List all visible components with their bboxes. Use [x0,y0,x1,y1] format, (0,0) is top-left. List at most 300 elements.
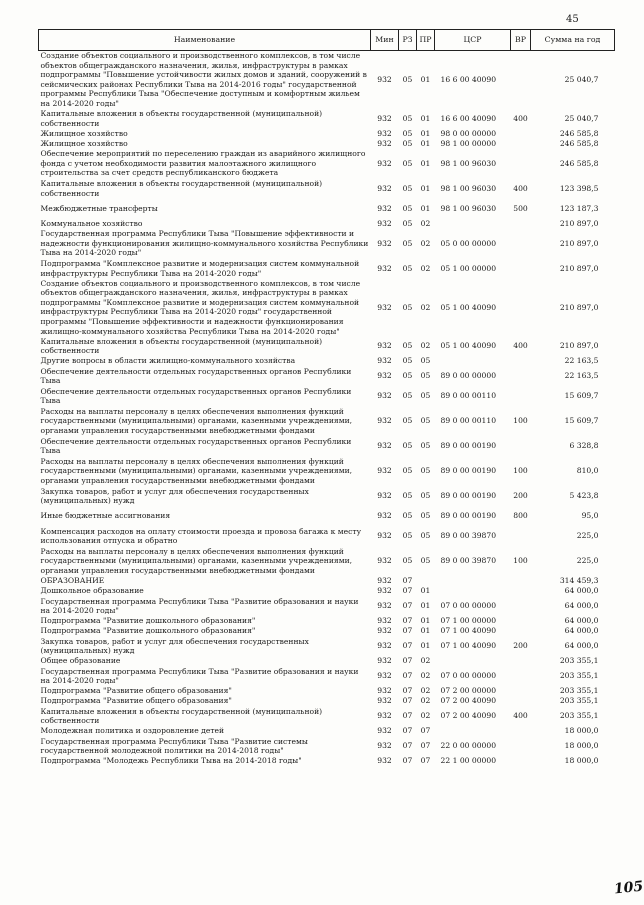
cell-name: Жилищное хозяйство [40,138,128,148]
cell-sum: 225,0 [576,556,599,566]
page-number: 45 [566,14,579,25]
cell-rz: 05 [402,491,413,501]
cell-vr: 200 [513,491,528,501]
cell-name: Обеспечение мероприятий по переселению граждан из аварийного жилищного фонда с учетом необходимости развития малоэтажного жилищного строительства за счет средств республиканского бюджета [40,149,366,178]
cell-rz: 07 [402,741,413,751]
table-row [39,139,615,149]
cell-name: Закупка товаров, работ и услуг для обеспечения государственных (муниципальных) нужд [40,636,309,656]
cell-min: 932 [377,531,392,541]
table-row [39,506,615,526]
cell-csr [435,726,511,736]
cell-rz: 07 [402,626,413,636]
cell-min: 932 [377,416,392,426]
cell-name: Межбюджетные трансферты [40,203,158,213]
cell-pr: 01 [420,183,431,193]
cell-rz: 05 [402,74,413,84]
header-name: Наименование [39,30,371,51]
cell-name: Капитальные вложения в объекты государственной (муниципальной) собственности [40,178,323,198]
cell-rz: 07 [402,601,413,611]
cell-csr: 89 0 00 00190 [440,491,497,501]
header-row [39,30,615,51]
cell-pr: 02 [420,686,431,696]
cell-min: 932 [377,238,392,248]
table-row [39,656,615,666]
cell-rz: 07 [402,576,413,586]
cell-name: Коммунальное хозяйство [40,218,143,228]
cell-pr: 02 [420,341,431,351]
cell-sum: 123 398,5 [559,183,599,193]
table-row [39,586,615,596]
cell-pr: 01 [420,74,431,84]
cell-pr: 01 [420,626,431,636]
cell-csr: 07 2 00 40090 [440,696,497,706]
table-row [39,219,615,229]
table-row [39,686,615,696]
header-csr: ЦСР [435,30,511,51]
cell-sum: 210 897,0 [559,341,599,351]
table-row [39,436,615,456]
cell-sum: 25 040,7 [564,113,599,123]
cell-sum: 64 000,0 [564,641,599,651]
cell-name: Иные бюджетные ассигнования [40,511,171,521]
cell-csr: 89 0 00 00190 [440,441,497,451]
cell-rz: 05 [402,138,413,148]
cell-min: 932 [377,711,392,721]
cell-pr: 02 [420,218,431,228]
cell-csr: 05 1 00 40090 [440,341,497,351]
cell-name: Подпрограмма "Развитие дошкольного образования" [40,626,256,636]
cell-csr: 07 1 00 40090 [440,641,497,651]
cell-sum: 6 328,8 [569,441,599,451]
cell-sum: 25 040,7 [564,74,599,84]
table-row [39,386,615,406]
cell-min: 932 [377,466,392,476]
cell-pr: 05 [420,371,431,381]
cell-vr [511,656,531,666]
header-vr: ВР [511,30,531,51]
cell-csr: 16 6 00 40090 [440,74,497,84]
cell-csr: 89 0 00 00000 [440,371,497,381]
cell-rz: 05 [402,218,413,228]
cell-min: 932 [377,741,392,751]
table-row [39,129,615,139]
header-min: Мин [371,30,399,51]
cell-vr [511,51,531,109]
cell-csr: 89 0 00 00110 [440,391,497,401]
header-rz: РЗ [399,30,417,51]
cell-vr [511,576,531,586]
cell-sum: 22 163,5 [564,356,599,366]
cell-min: 932 [377,696,392,706]
cell-rz: 07 [402,696,413,706]
table-row [39,356,615,366]
cell-min: 932 [377,671,392,681]
cell-sum: 64 000,0 [564,601,599,611]
cell-vr: 100 [513,466,528,476]
table-row [39,179,615,199]
cell-name: ОБРАЗОВАНИЕ [40,576,105,586]
cell-min: 932 [377,576,392,586]
cell-name: Капитальные вложения в объекты государственной (муниципальной) собственности [40,336,323,356]
table-row [39,486,615,506]
header-pr: ПР [417,30,435,51]
cell-min: 932 [377,128,392,138]
cell-csr: 98 1 00 00000 [440,138,497,148]
cell-pr: 02 [420,671,431,681]
cell-sum: 210 897,0 [559,238,599,248]
cell-sum: 18 000,0 [564,726,599,736]
cell-name: Жилищное хозяйство [40,128,128,138]
cell-vr: 100 [513,556,528,566]
table-row [39,576,615,586]
table-row [39,109,615,129]
cell-pr: 02 [420,302,431,312]
cell-pr: 01 [420,158,431,168]
cell-sum: 810,0 [576,466,599,476]
table-row [39,366,615,386]
cell-csr: 07 2 00 40090 [440,711,497,721]
cell-pr: 01 [420,641,431,651]
cell-min: 932 [377,626,392,636]
table-row [39,336,615,356]
table-row [39,596,615,616]
cell-pr: 02 [420,238,431,248]
table-row [39,756,615,766]
cell-vr [511,386,531,406]
cell-name: Молодежная политика и оздоровление детей [40,726,225,736]
cell-vr [511,526,531,546]
cell-name: Обеспечение деятельности отдельных государственных органов Республики Тыва [40,436,352,456]
cell-min: 932 [377,656,392,666]
cell-rz: 05 [402,356,413,366]
cell-vr [511,686,531,696]
cell-rz: 07 [402,616,413,626]
cell-min: 932 [377,641,392,651]
cell-csr: 07 1 00 40090 [440,626,497,636]
cell-vr [511,366,531,386]
cell-vr [511,149,531,179]
cell-pr: 01 [420,586,431,596]
cell-sum: 64 000,0 [564,626,599,636]
cell-sum: 225,0 [576,531,599,541]
cell-csr [435,656,511,666]
cell-pr: 02 [420,696,431,706]
cell-csr: 89 0 00 39870 [440,531,497,541]
cell-rz: 05 [402,203,413,213]
table-row [39,636,615,656]
cell-sum: 203 355,1 [559,686,599,696]
cell-name: Государственная программа Республики Тыва "Развитие образования и науки на 2014-2020 годы" [40,596,359,616]
cell-sum: 246 585,8 [559,138,599,148]
cell-vr [511,129,531,139]
cell-csr [435,576,511,586]
cell-pr [417,576,435,586]
cell-vr: 500 [513,203,528,213]
cell-vr: 200 [513,641,528,651]
table-row [39,546,615,576]
table-row [39,666,615,686]
budget-table [38,29,615,766]
table-row [39,51,615,109]
cell-rz: 05 [402,113,413,123]
cell-name: Подпрограмма "Молодежь Республики Тыва на 2014-2018 годы" [40,756,302,766]
cell-vr [511,596,531,616]
cell-sum: 203 355,1 [559,711,599,721]
table-row [39,279,615,337]
table-row [39,696,615,706]
cell-vr [511,736,531,756]
cell-min: 932 [377,218,392,228]
cell-sum: 314 459,3 [559,576,599,586]
cell-sum: 210 897,0 [559,263,599,273]
cell-name: Обеспечение деятельности отдельных государственных органов Республики Тыва [40,366,352,386]
table-body [39,51,615,767]
cell-name: Капитальные вложения в объекты государственной (муниципальной) собственности [40,706,323,726]
cell-pr: 02 [420,656,431,666]
cell-min: 932 [377,756,392,766]
cell-min: 932 [377,74,392,84]
cell-csr: 89 0 00 39870 [440,556,497,566]
cell-rz: 07 [402,586,413,596]
cell-pr: 05 [420,416,431,426]
table-row [39,726,615,736]
cell-name: Подпрограмма "Развитие общего образования" [40,686,232,696]
cell-rz: 05 [402,183,413,193]
cell-name: Другие вопросы в области жилищно-коммунального хозяйства [40,356,296,366]
cell-name: Подпрограмма "Развитие общего образования" [40,696,232,706]
cell-sum: 95,0 [581,511,599,521]
cell-pr: 01 [420,616,431,626]
cell-rz: 05 [402,441,413,451]
header-sum: Сумма на год [531,30,615,51]
cell-rz: 05 [402,341,413,351]
cell-pr: 02 [420,711,431,721]
cell-csr: 89 0 00 00110 [440,416,497,426]
cell-csr: 05 1 00 40090 [440,302,497,312]
cell-pr: 07 [420,726,431,736]
cell-min: 932 [377,113,392,123]
cell-rz: 05 [402,416,413,426]
cell-vr: 100 [513,416,528,426]
cell-rz: 05 [402,511,413,521]
cell-rz: 05 [402,302,413,312]
cell-csr: 05 1 00 00000 [440,263,497,273]
cell-min: 932 [377,391,392,401]
cell-sum: 203 355,1 [559,696,599,706]
cell-csr: 89 0 00 00190 [440,511,497,521]
cell-sum: 18 000,0 [564,741,599,751]
cell-pr: 02 [420,263,431,273]
cell-min: 932 [377,341,392,351]
cell-sum: 203 355,1 [559,656,599,666]
cell-vr [511,626,531,636]
cell-min: 932 [377,686,392,696]
cell-name: Расходы на выплаты персоналу в целях обеспечения выполнения функций государственными (муниципальными) органами, казенными учреждениями, органами управления государственными внебюджетными фондами [40,546,353,575]
cell-vr [511,666,531,686]
cell-name: Закупка товаров, работ и услуг для обеспечения государственных (муниципальных) нужд [40,486,309,506]
cell-sum: 5 423,8 [569,491,599,501]
cell-name: Общее образование [40,656,121,666]
cell-rz: 07 [402,726,413,736]
cell-name: Обеспечение деятельности отдельных государственных органов Республики Тыва [40,386,352,406]
cell-sum: 210 897,0 [559,302,599,312]
cell-name: Дошкольное образование [40,586,144,596]
cell-pr: 01 [420,128,431,138]
cell-vr: 400 [513,113,528,123]
cell-name: Создание объектов социального и производственного комплексов, в том числе объектов общегражданского назначения, жилья, инфраструктуры в рамках подпрограммы "Комплексное развитие и модернизация систем коммунальной инфраструктуры Республики Тыва на 2014-2020 годы" государственной программы "Повышение эффективности и надежности функционирования жилищно-коммунального хозяйства Республики Тыва на 2014-2020 годы" [40,278,361,336]
cell-name: Государственная программа Республики Тыва "Повышение эффективности и надежности функционирования жилищно-коммунального хозяйства Республики Тыва на 2014-2020 годы" [40,229,369,258]
cell-min: 932 [377,726,392,736]
cell-sum: 18 000,0 [564,756,599,766]
cell-vr [511,696,531,706]
cell-rz: 05 [402,391,413,401]
cell-sum: 15 609,7 [564,391,599,401]
cell-pr: 01 [420,138,431,148]
cell-pr: 07 [420,756,431,766]
cell-vr [511,586,531,596]
cell-csr [435,356,511,366]
cell-min: 932 [377,441,392,451]
cell-pr: 05 [420,466,431,476]
cell-min: 932 [377,601,392,611]
table-row [39,259,615,279]
cell-rz: 07 [402,711,413,721]
table-row [39,406,615,436]
cell-csr: 16 6 00 40090 [440,113,497,123]
cell-csr: 98 0 00 00000 [440,128,497,138]
cell-csr: 98 1 00 96030 [440,158,497,168]
cell-vr [511,279,531,337]
cell-rz: 07 [402,686,413,696]
cell-sum: 210 897,0 [559,218,599,228]
cell-rz: 05 [402,128,413,138]
cell-rz: 07 [402,641,413,651]
cell-csr: 07 0 00 00000 [440,671,497,681]
cell-name: Государственная программа Республики Тыва "Развитие образования и науки на 2014-2020 годы" [40,666,359,686]
table-row [39,199,615,219]
cell-min: 932 [377,203,392,213]
cell-min: 932 [377,491,392,501]
cell-rz: 07 [402,756,413,766]
cell-min: 932 [377,356,392,366]
cell-name: Расходы на выплаты персоналу в целях обеспечения выполнения функций государственными (муниципальными) органами, казенными учреждениями, органами управления государственными внебюджетными фондами [40,456,353,485]
cell-vr: 400 [513,183,528,193]
cell-sum: 123 187,3 [559,203,599,213]
cell-pr: 07 [420,741,431,751]
cell-vr [511,356,531,366]
cell-sum: 246 585,8 [559,158,599,168]
cell-vr [511,229,531,259]
cell-rz: 05 [402,238,413,248]
cell-vr: 800 [513,511,528,521]
cell-name: Подпрограмма "Комплексное развитие и модернизация систем коммунальной инфраструктуры Республики Тыва на 2014-2020 годы" [40,258,360,278]
cell-csr: 05 0 00 00000 [440,238,497,248]
cell-min: 932 [377,616,392,626]
cell-name: Подпрограмма "Развитие дошкольного образования" [40,616,256,626]
cell-pr: 05 [420,441,431,451]
cell-rz: 05 [402,466,413,476]
cell-min: 932 [377,511,392,521]
cell-sum: 246 585,8 [559,128,599,138]
cell-min: 932 [377,302,392,312]
cell-csr: 07 1 00 00000 [440,616,497,626]
table-row [39,526,615,546]
cell-rz: 05 [402,158,413,168]
cell-pr: 01 [420,113,431,123]
cell-csr [435,219,511,229]
table-row [39,149,615,179]
cell-rz: 05 [402,371,413,381]
table-row [39,229,615,259]
cell-vr [511,756,531,766]
table-row [39,736,615,756]
cell-sum: 64 000,0 [564,616,599,626]
cell-min: 932 [377,183,392,193]
cell-rz: 05 [402,556,413,566]
cell-pr: 05 [420,531,431,541]
cell-sum: 22 163,5 [564,371,599,381]
cell-vr [511,616,531,626]
cell-vr [511,139,531,149]
cell-pr: 05 [420,391,431,401]
cell-csr: 98 1 00 96030 [440,183,497,193]
cell-sum: 64 000,0 [564,586,599,596]
table-header [39,30,615,51]
cell-csr: 22 0 00 00000 [440,741,497,751]
cell-csr: 22 1 00 00000 [440,756,497,766]
cell-rz: 05 [402,531,413,541]
cell-name: Компенсация расходов на оплату стоимости проезда и провоза багажа к месту использования отпуска и обратно [40,526,362,546]
cell-vr: 400 [513,341,528,351]
cell-csr [435,586,511,596]
cell-name: Расходы на выплаты персоналу в целях обеспечения выполнения функций государственными (муниципальными) органами, казенными учреждениями, органами управления государственными внебюджетными фондами [40,406,353,435]
cell-vr [511,219,531,229]
cell-pr: 05 [420,491,431,501]
table-row [39,706,615,726]
table-row [39,616,615,626]
cell-rz: 07 [402,671,413,681]
cell-name: Капитальные вложения в объекты государственной (муниципальной) собственности [40,108,323,128]
cell-pr: 05 [420,511,431,521]
cell-name: Государственная программа Республики Тыва "Развитие системы государственной молодежной политики на 2014-2018 годы" [40,736,308,756]
cell-pr: 01 [420,601,431,611]
cell-min: 932 [377,138,392,148]
cell-csr: 07 2 00 00000 [440,686,497,696]
cell-sum: 15 609,7 [564,416,599,426]
cell-min: 932 [377,263,392,273]
cell-vr [511,259,531,279]
cell-min: 932 [377,158,392,168]
cell-pr: 01 [420,203,431,213]
cell-pr: 05 [420,556,431,566]
cell-vr: 400 [513,711,528,721]
cell-rz: 05 [402,263,413,273]
cell-rz: 07 [402,656,413,666]
cell-min: 932 [377,556,392,566]
table-row [39,626,615,636]
cell-vr [511,436,531,456]
cell-csr: 98 1 00 96030 [440,203,497,213]
handwritten-page-mark: 105 [613,878,644,898]
cell-csr: 07 0 00 00000 [440,601,497,611]
cell-sum: 203 355,1 [559,671,599,681]
cell-min: 932 [377,371,392,381]
cell-csr: 89 0 00 00190 [440,466,497,476]
cell-name: Создание объектов социального и производственного комплексов, в том числе объектов общегражданского назначения, жилья, инфраструктуры в рамках подпрограммы "Повышение устойчивости жилых домов и зданий, сооружений в сейсмических районах Республики Тыва на 2014-2016 годы" государственной программы Республики Тыва "Обеспечение доступным и комфортным жильем на 2014-2020 годы" [40,51,367,108]
cell-min: 932 [377,586,392,596]
cell-pr: 05 [420,356,431,366]
cell-vr [511,726,531,736]
